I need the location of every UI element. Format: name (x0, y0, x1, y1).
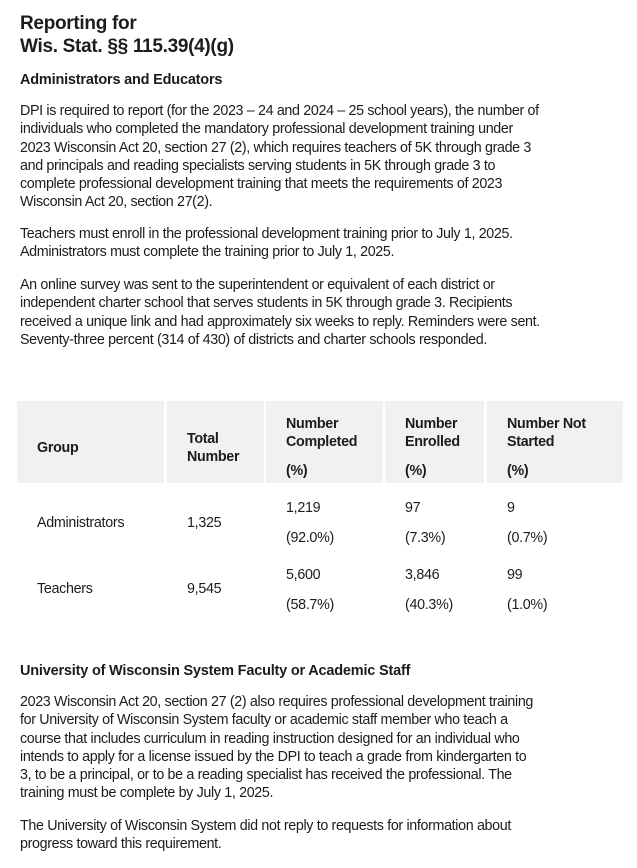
paragraph-uw-no-reply: The University of Wisconsin System did not reply to requests for information about progress toward this requirement. (20, 818, 511, 853)
cell-not-started-pct: (1.0%) (507, 597, 548, 613)
table-row-administrators (17, 483, 623, 549)
training-status-table (17, 401, 623, 615)
cell-enrolled-pct: (7.3%) (405, 530, 446, 546)
paragraph-uw-requirement: 2023 Wisconsin Act 20, section 27 (2) also requires professional development training for University of Wisconsin System faculty or academic staff member who teach a course that includes curriculum in reading instruction designed for an individual who intends to apply for a license issued by the DPI to teach a grade from kindergarten to 3, to be a principal, or to be a reading specialist has received the professional. The training must be complete by July 1, 2025. (20, 694, 534, 802)
column-header-number-completed: Number Completed (%) (266, 401, 383, 483)
cell-not-started: 99 (507, 567, 523, 583)
cell-enrolled: 97 (405, 500, 421, 516)
column-header-total-number: Total Number (167, 401, 264, 483)
cell-group: Administrators (37, 515, 125, 531)
paragraph-deadlines: Teachers must enroll in the professional development training prior to July 1, 2025. Administrators must complete the training prior to July 1, 2025. (20, 226, 513, 261)
cell-total: 9,545 (187, 581, 222, 597)
column-header-number-enrolled: Number Enrolled (%) (385, 401, 484, 483)
page-title-line1: Reporting for (20, 13, 137, 34)
paragraph-reporting-requirement: DPI is required to report (for the 2023 – 24 and 2024 – 25 school years), the number of individuals who completed the mandatory professional development training under 2023 Wisconsin Act 20, section 27 (2), which requires teachers of 5K through grade 3 and principals and reading specialists serving students in 5K through grade 3 to complete professional development training that meets the requirements of 2023 Wisconsin Act 20, section 27(2). (20, 103, 539, 211)
cell-completed: 5,600 (286, 567, 321, 583)
page-title (20, 12, 234, 58)
cell-not-started: 9 (507, 500, 515, 516)
table-header-row (17, 401, 623, 483)
cell-not-started-pct: (0.7%) (507, 530, 548, 546)
cell-group: Teachers (37, 581, 93, 597)
paragraph-survey-method: An online survey was sent to the superintendent or equivalent of each district or independent charter school that serves students in 5K through grade 3. Recipients received a unique link and had approximately six weeks to reply. Reminders were sent. Seventy-three percent (314 of 430) of districts and charter schools responded. (20, 277, 540, 348)
column-header-group: Group (17, 401, 164, 483)
cell-completed-pct: (58.7%) (286, 597, 334, 613)
page-title-line2: Wis. Stat. §§ 115.39(4)(g) (20, 36, 234, 57)
cell-total: 1,325 (187, 515, 222, 531)
cell-enrolled: 3,846 (405, 567, 440, 583)
table-row-teachers (17, 549, 623, 615)
section-heading-administrators-educators: Administrators and Educators (20, 72, 223, 88)
cell-completed-pct: (92.0%) (286, 530, 334, 546)
cell-completed: 1,219 (286, 500, 321, 516)
cell-enrolled-pct: (40.3%) (405, 597, 453, 613)
section-heading-uw-system: University of Wisconsin System Faculty or Academic Staff (20, 663, 411, 679)
column-header-number-not-started: Number Not Started (%) (487, 401, 623, 483)
